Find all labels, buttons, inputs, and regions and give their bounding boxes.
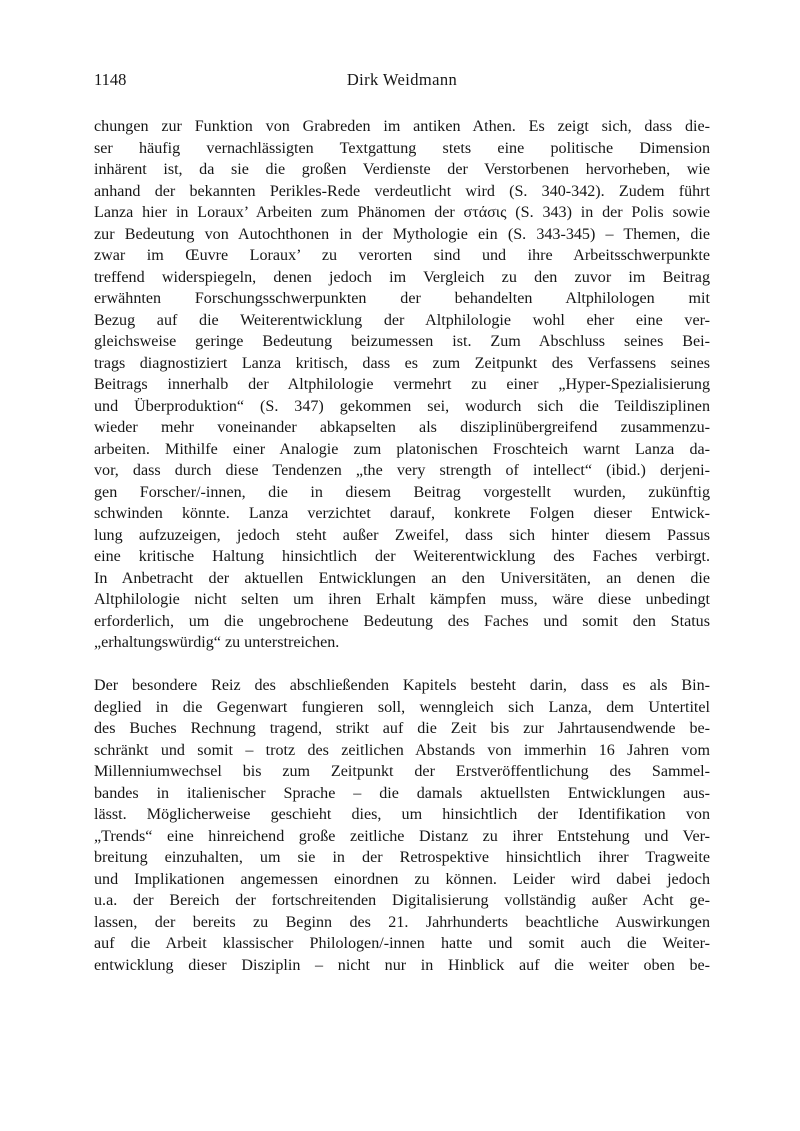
text-line: ser häufig vernachlässigten Textgattung stets eine politische Dimension [94,139,710,157]
text-line: gleichsweise geringe Bedeutung beizumessen ist. Zum Abschluss seines Bei- [94,333,710,350]
text-line: erwähnten Forschungsschwerpunkten der behandelten Altphilologen mit [94,290,710,307]
running-title: Dirk Weidmann [346,70,458,89]
text-line: wieder mehr voneinander abkapselten als disziplinübergreifend zusammenzu- [94,419,710,436]
text-line: „Trends“ eine hinreichend große zeitliche Distanz zu ihrer Entstehung und Ver- [94,827,710,845]
text-line: schwinden könnte. Lanza verzichtet darauf, konkrete Folgen dieser Entwick- [94,505,710,522]
text-line: treffend widerspiegeln, denen jedoch im Vergleich zu den zuvor im Beitrag [94,268,710,286]
text-line: Millenniumwechsel bis zum Zeitpunkt der Erstveröffentlichung des Sammel- [94,763,710,780]
text-line: eine kritische Haltung hinsichtlich der Weiterentwicklung des Faches verbirgt. [94,548,710,565]
text-line: zwar im Œuvre Loraux’ zu verorten sind und ihre Arbeitsschwerpunkte [94,247,710,264]
text-line: Beitrags innerhalb der Altphilologie vermehrt zu einer „Hyper-Spezialisierung [94,376,710,393]
text-line: auf die Arbeit klassischer Philologen/-innen hatte und somit auch die Weiter- [94,935,710,952]
text-line: u.a. der Bereich der fortschreitenden Digitalisierung vollständig außer Acht ge- [94,892,710,909]
page-number: 1148 [94,70,127,89]
text-line: vor, dass durch diese Tendenzen „the very strength of intellect“ (ibid.) derjeni- [94,462,710,479]
text-line: Altphilologie nicht selten um ihren Erhalt kämpfen muss, wäre diese unbedingt [94,591,710,608]
text-line: und Überproduktion“ (S. 347) gekommen sei, wodurch sich die Teildisziplinen [94,397,710,415]
text-line: „erhaltungswürdig“ zu unterstreichen. [94,634,340,651]
text-line: In Anbetracht der aktuellen Entwicklungen an den Universitäten, an denen die [94,569,710,587]
text-line: Lanza hier in Loraux’ Arbeiten zum Phänomen der στάσις (S. 343) in der Polis sowie [94,204,710,221]
text-line: inhärent ist, da sie die großen Verdienste der Verstorbenen hervorheben, wie [94,161,710,178]
text-line: gen Forscher/-innen, die in diesem Beitrag vorgestellt wurden, zukünftig [94,483,710,501]
text-line: chungen zur Funktion von Grabreden im antiken Athen. Es zeigt sich, dass die- [94,118,710,135]
text-line: Bezug auf die Weiterentwicklung der Altphilologie wohl eher eine ver- [94,311,710,329]
paragraph [94,675,710,976]
text-line: entwicklung dieser Disziplin – nicht nur in Hinblick auf die weiter oben be- [94,956,710,974]
text-line: breitung einzuhalten, um sie in der Retrospektive hinsichtlich ihrer Tragweite [94,849,710,866]
text-line: des Buches Rechnung tragend, strikt auf die Zeit bis zur Jahrtausendwende be- [94,720,710,737]
text-line: trags diagnostiziert Lanza kritisch, dass es zum Zeitpunkt des Verfassens seines [94,354,710,372]
text-line: bandes in italienischer Sprache – die damals aktuellsten Entwicklungen aus- [94,784,710,802]
text-line: erforderlich, um die ungebrochene Bedeutung des Faches und somit den Status [94,612,710,630]
text-line: Der besondere Reiz des abschließenden Kapitels besteht darin, dass es als Bin- [94,677,710,694]
text-line: schränkt und somit – trotz des zeitlichen Abstands von immerhin 16 Jahren vom [94,741,710,759]
text-line: lung aufzuzeigen, jedoch steht außer Zweifel, dass sich hinter diesem Passus [94,526,710,544]
text-line: zur Bedeutung von Autochthonen in der Mythologie ein (S. 343-345) – Themen, die [94,225,710,243]
paragraph [94,116,710,654]
text-line: und Implikationen angemessen einordnen zu können. Leider wird dabei jedoch [94,870,710,888]
body-text [94,116,710,976]
running-header [94,69,710,91]
text-line: lässt. Möglicherweise geschieht dies, um hinsichtlich der Identifikation von [94,806,710,823]
text-line: anhand der bekannten Perikles-Rede verdeutlicht wird (S. 340-342). Zudem führt [94,182,710,200]
text-line: deglied in die Gegenwart fungieren soll, wenngleich sich Lanza, dem Untertitel [94,698,710,716]
text-line: lassen, der bereits zu Beginn des 21. Jahrhunderts beachtliche Auswirkungen [94,913,710,931]
text-line: arbeiten. Mithilfe einer Analogie zum platonischen Froschteich warnt Lanza da- [94,440,710,458]
